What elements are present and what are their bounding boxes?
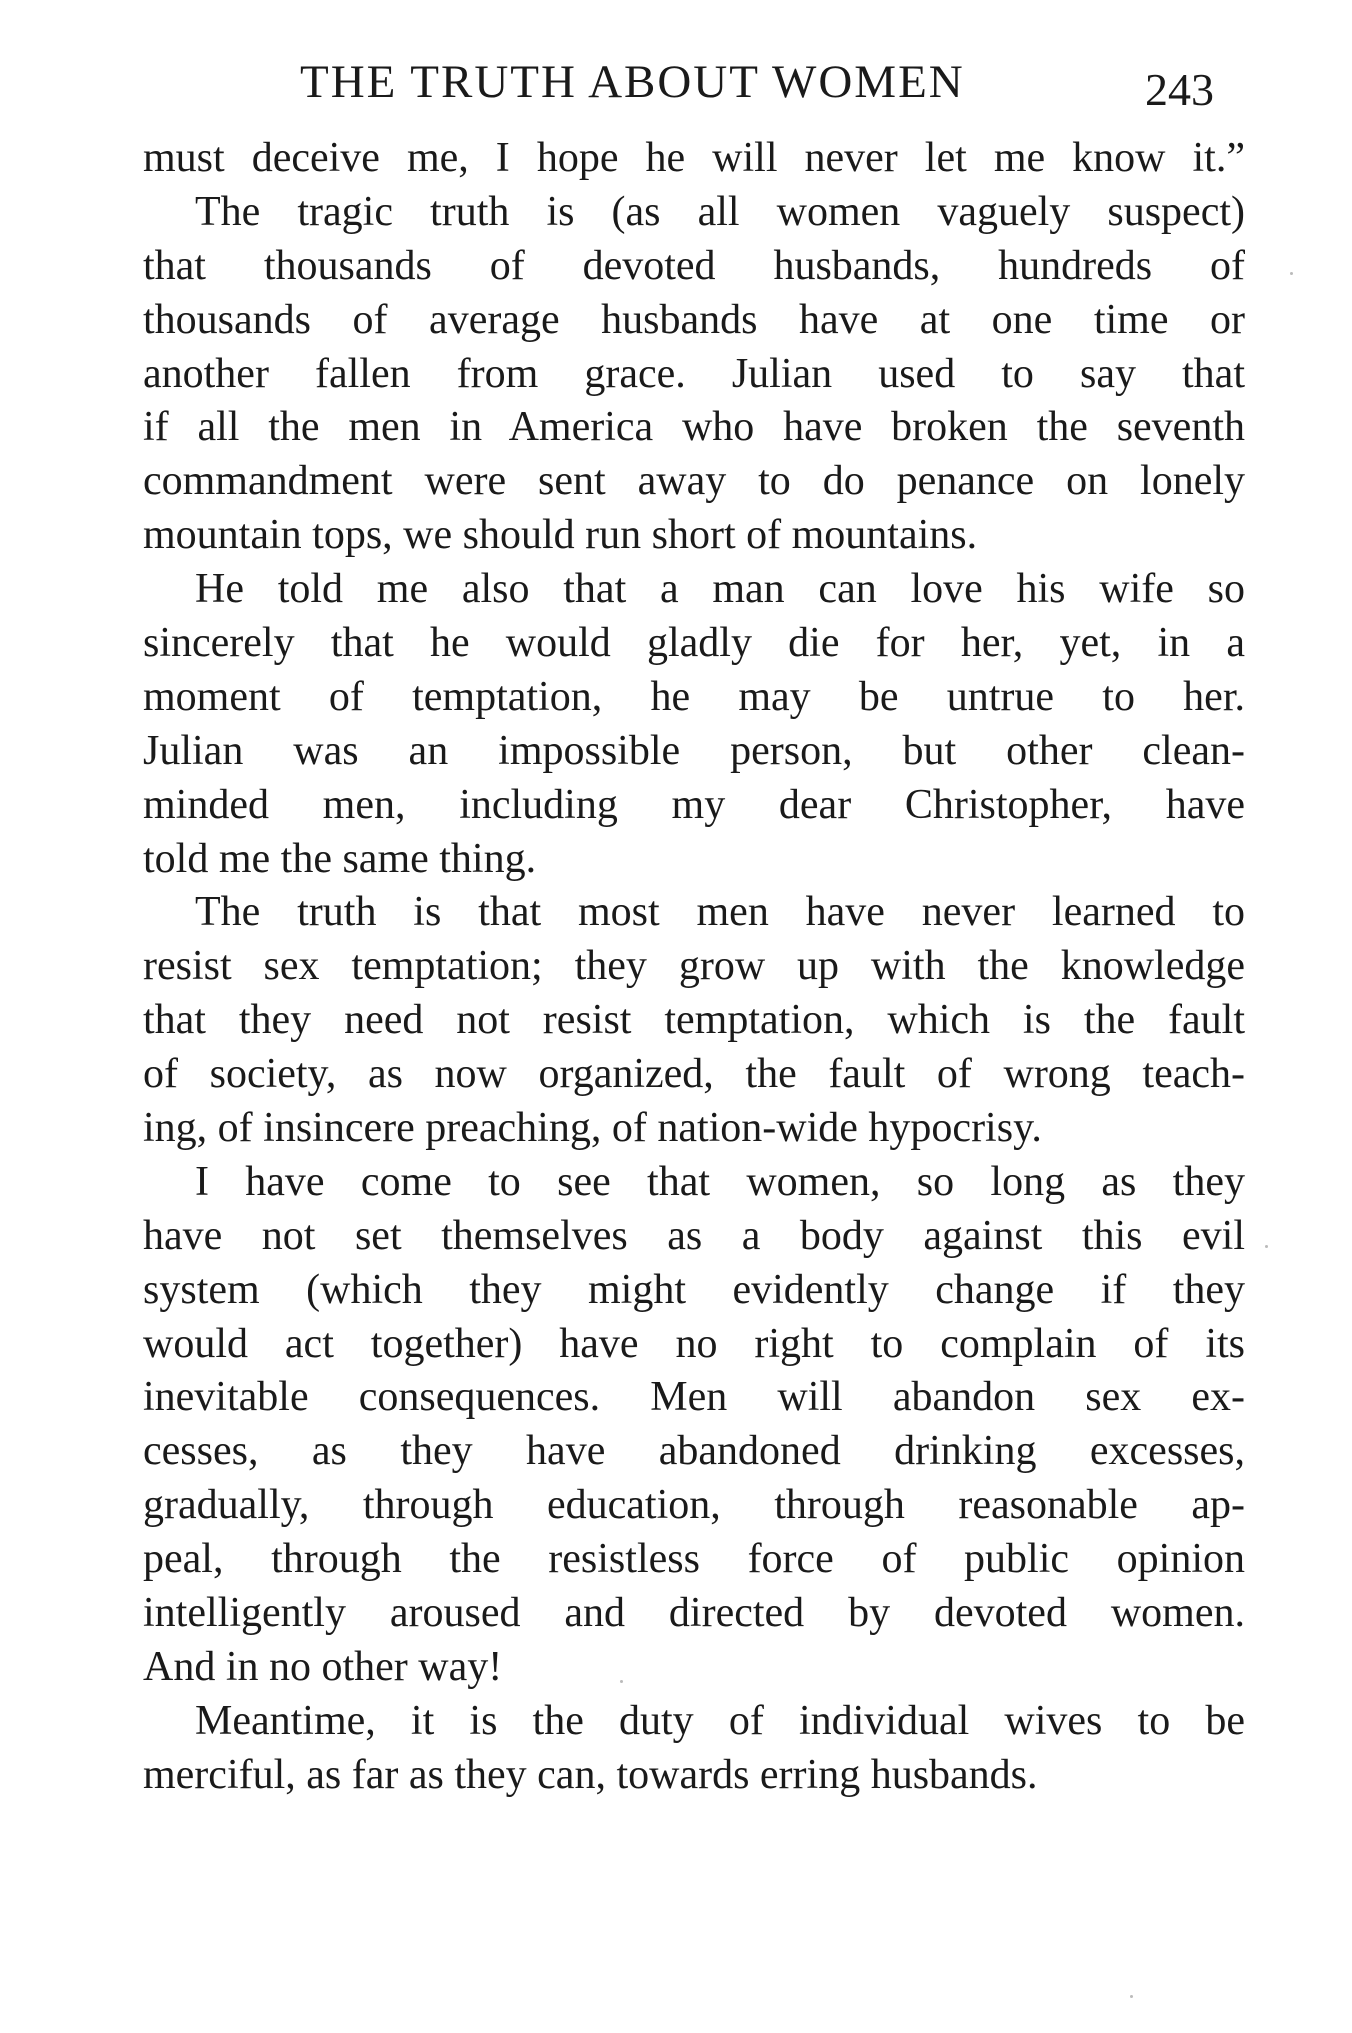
- text-line: that they need not resist temptation, which is the fault: [143, 997, 1245, 1044]
- paragraph-first-line: I have come to see that women, so long as they: [195, 1158, 1245, 1205]
- print-speck: [1130, 1995, 1133, 1998]
- body-text: [143, 132, 1245, 1803]
- text-line: moment of temptation, he may be untrue to her.: [143, 673, 1245, 720]
- page-header: [0, 52, 1352, 115]
- page-number: 243: [1145, 64, 1214, 115]
- running-title: THE TRUTH ABOUT WOMEN: [300, 56, 965, 108]
- text-line: would act together) have no right to complain of its: [143, 1320, 1245, 1367]
- text-line: peal, through the resistless force of public opinion: [143, 1536, 1245, 1583]
- text-line: must deceive me, I hope he will never let me know it.”: [143, 135, 1245, 181]
- text-line: gradually, through education, through reasonable ap-: [143, 1482, 1245, 1529]
- paragraph-last-line: ing, of insincere preaching, of nation-wide hypocrisy.: [143, 1105, 1042, 1152]
- paragraph-first-line: Meantime, it is the duty of individual wives to be: [195, 1697, 1245, 1744]
- text-line: of society, as now organized, the fault of wrong teach-: [143, 1051, 1245, 1098]
- text-line: system (which they might evidently change if they: [143, 1266, 1245, 1313]
- text-line: thousands of average husbands have at one time or: [143, 296, 1245, 343]
- paragraph-last-line: told me the same thing.: [143, 835, 537, 882]
- paragraph-first-line: The tragic truth is (as all women vaguely suspect): [195, 188, 1245, 235]
- paragraph-last-line: mountain tops, we should run short of mountains.: [143, 512, 978, 559]
- text-line: if all the men in America who have broken the seventh: [143, 404, 1245, 451]
- text-line: another fallen from grace. Julian used to say that: [143, 350, 1245, 397]
- text-line: cesses, as they have abandoned drinking excesses,: [143, 1428, 1245, 1475]
- paragraph-first-line: He told me also that a man can love his wife so: [195, 566, 1245, 613]
- paragraph-last-line: merciful, as far as they can, towards erring husbands.: [143, 1751, 1038, 1798]
- paragraph-last-line: And in no other way!: [143, 1643, 503, 1690]
- print-speck: [1290, 272, 1293, 275]
- text-line: Julian was an impossible person, but other clean-: [143, 727, 1245, 774]
- text-line: resist sex temptation; they grow up with the knowledge: [143, 943, 1245, 990]
- text-line: minded men, including my dear Christopher, have: [143, 781, 1245, 828]
- paragraph-first-line: The truth is that most men have never learned to: [195, 889, 1245, 936]
- text-line: commandment were sent away to do penance on lonely: [143, 458, 1245, 505]
- text-line: that thousands of devoted husbands, hundreds of: [143, 242, 1245, 289]
- print-speck: [1265, 1245, 1268, 1248]
- text-line: intelligently aroused and directed by devoted women.: [143, 1590, 1245, 1637]
- text-line: inevitable consequences. Men will abandon sex ex-: [143, 1374, 1245, 1421]
- text-line: have not set themselves as a body against this evil: [143, 1212, 1245, 1259]
- text-line: sincerely that he would gladly die for her, yet, in a: [143, 620, 1245, 667]
- print-speck: [620, 1680, 623, 1683]
